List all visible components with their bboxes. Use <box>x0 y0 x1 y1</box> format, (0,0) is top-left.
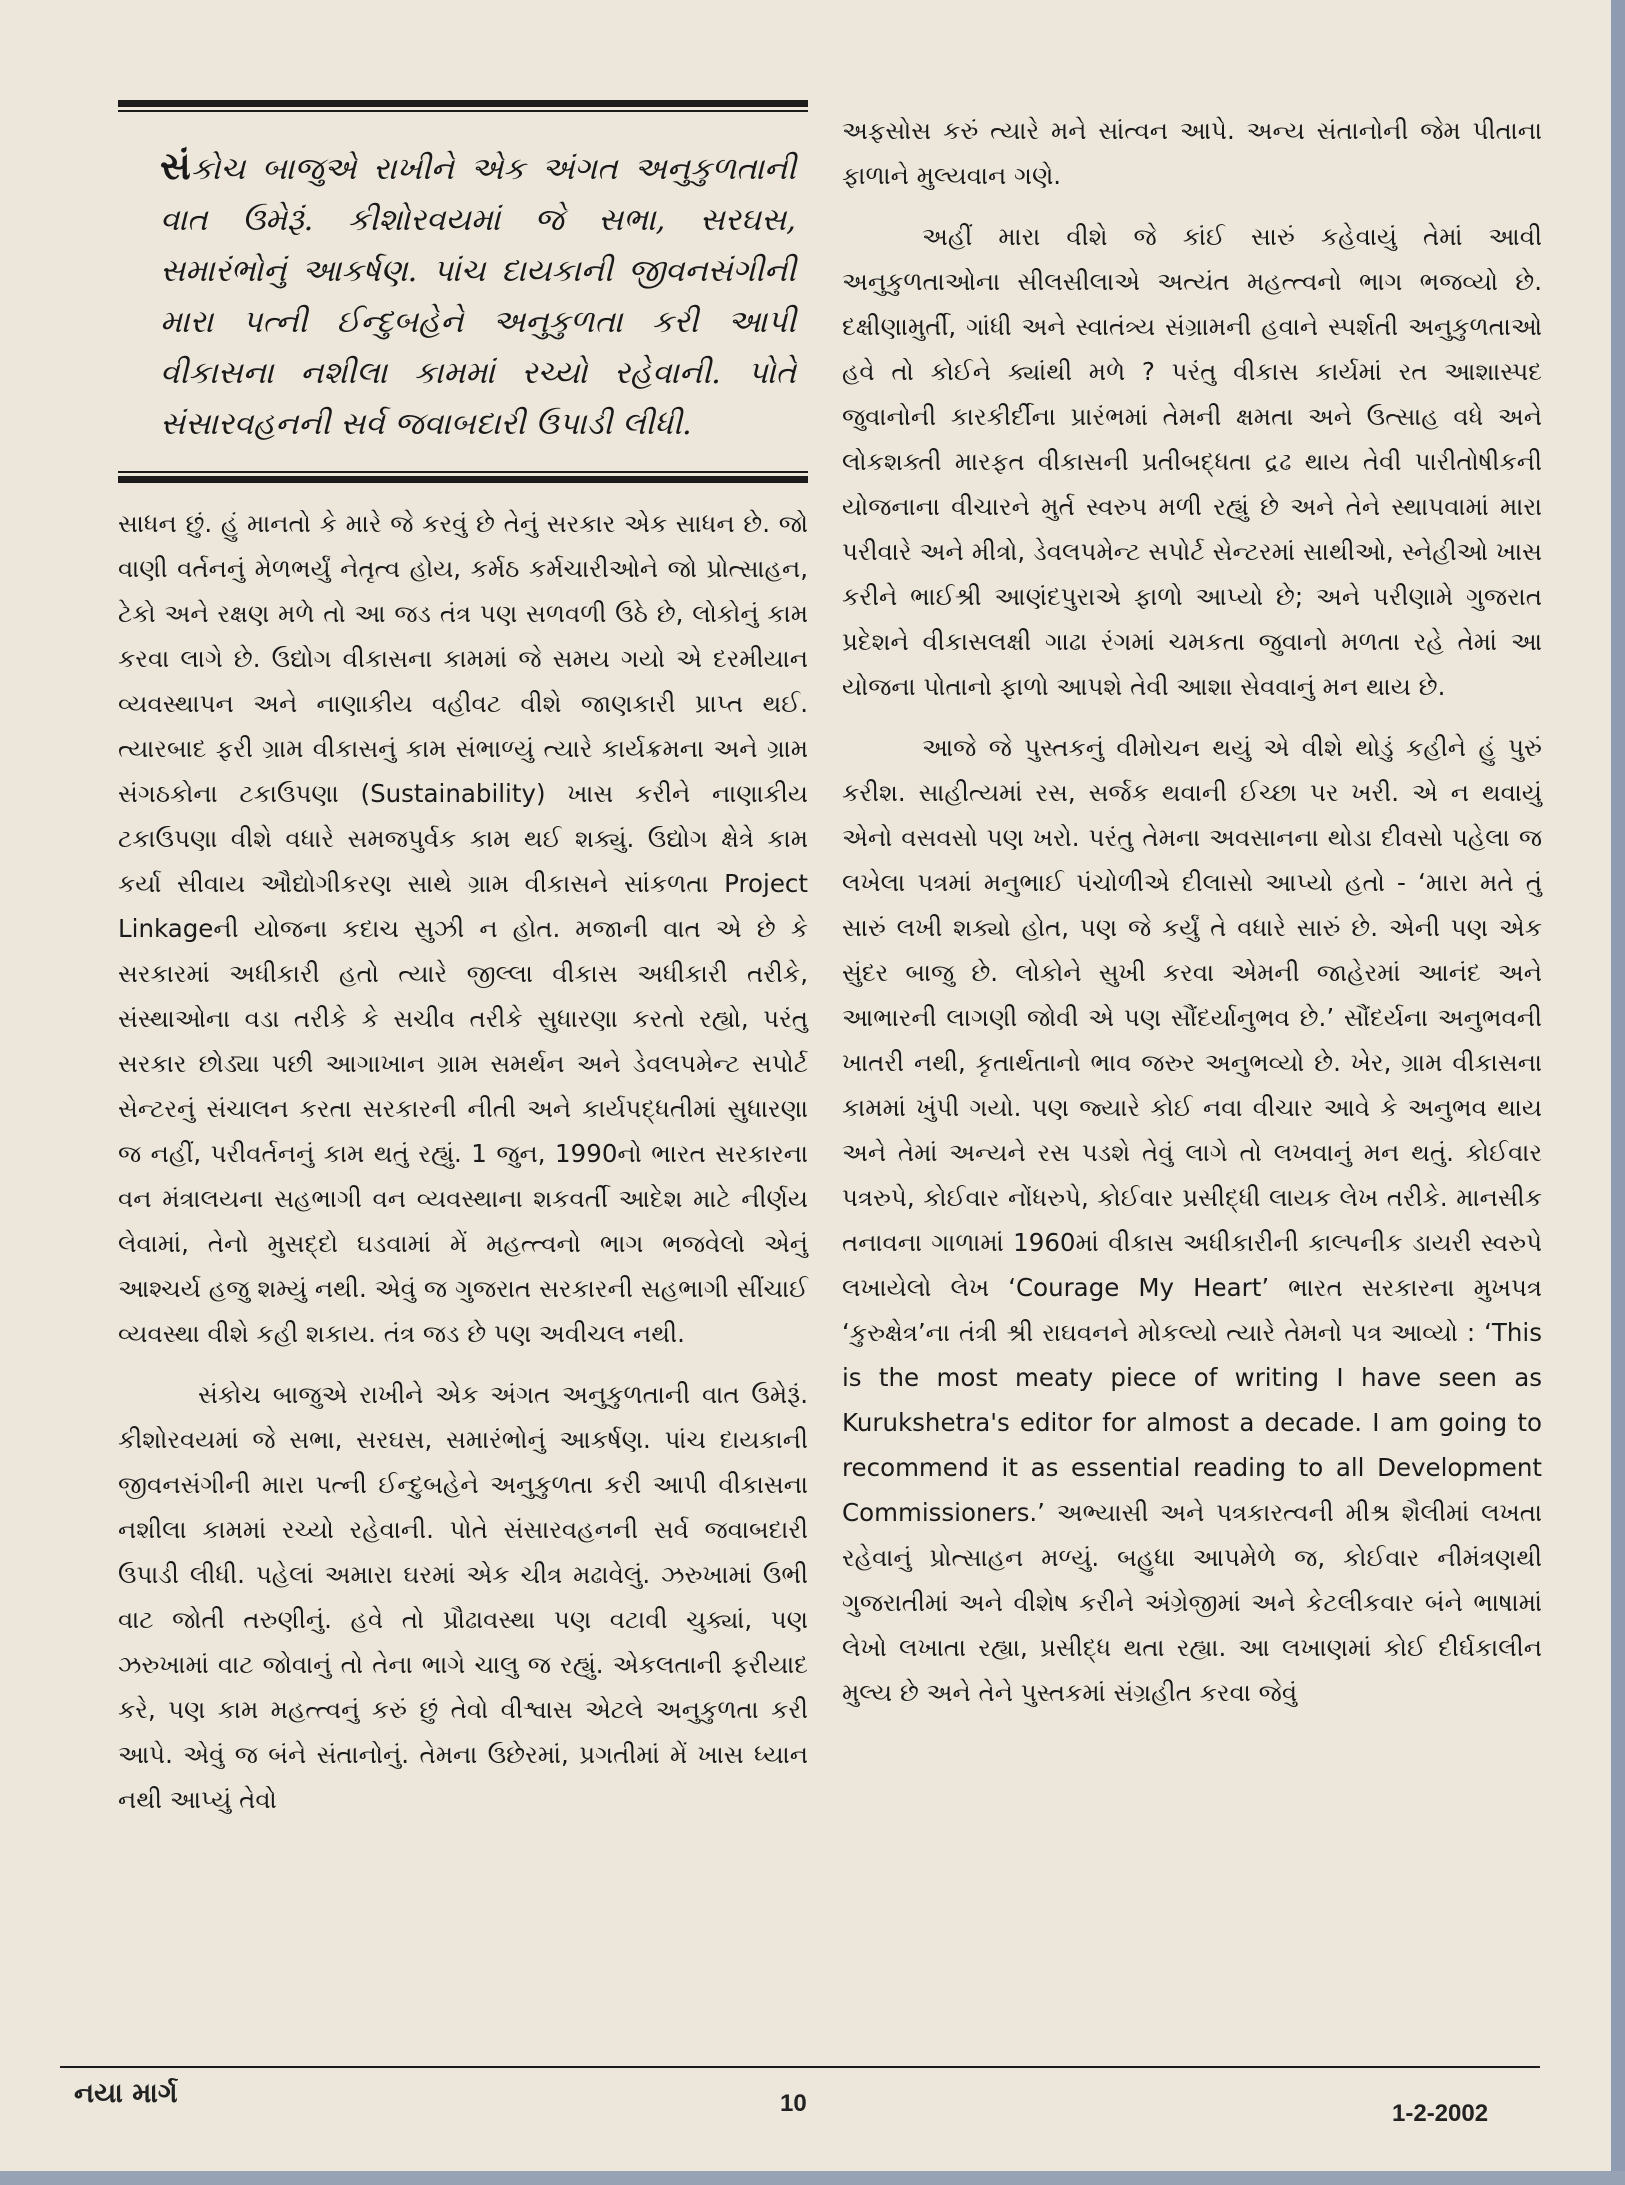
top-rule <box>118 100 808 107</box>
pull-quote-text: કોચ બાજુએ રાખીને એક અંગત અનુકુળતાની વાત ઉમેરૂં. કીશોરવયમાં જે સભા, સરઘસ, સમારંભોનું આકર્ષણ. પાંચ દાયકાની જીવનસંગીની મારા પત્ની ઈન્દુબહેને અનુકુળતા કરી આપી વીકાસના નશીલા કામમાં રચ્યો રહેવાની. પોતે સંસારવહનની સર્વ જવાબદારી ઉપાડી લીધી. <box>160 151 796 442</box>
issue-date: 1-2-2002 <box>1392 2100 1489 2127</box>
scan-edge-bottom <box>0 2171 1625 2185</box>
footer-rule <box>60 2066 1540 2068</box>
publication-name: નયા માર્ગ <box>74 2078 178 2109</box>
pull-quote-bottom-rule <box>118 476 808 483</box>
pull-quote-bottom-rule-thin <box>118 471 808 473</box>
left-paragraph-1: સાધન છું. હું માનતો કે મારે જે કરવું છે તેનું સરકાર એક સાધન છે. જો વાણી વર્તનનું મેળભર્યું નેતૃત્વ હોય, કર્મઠ કર્મચારીઓને જો પ્રોત્સાહન, ટેકો અને રક્ષણ મળે તો આ જડ તંત્ર પણ સળવળી ઉઠે છે, લોકોનું કામ કરવા લાગે છે. ઉદ્યોગ વીકાસના કામમાં જે સમય ગયો એ દરમીયાન વ્યવસ્થાપન અને નાણાકીય વહીવટ વીશે જાણકારી પ્રાપ્ત થઈ. ત્યારબાદ ફરી ગ્રામ વીકાસનું કામ સંભાળ્યું ત્યારે કાર્યક્રમના અને ગ્રામ સંગઠકોના ટકાઉપણા (Sustainability) ખાસ કરીને નાણાકીય ટકાઉપણા વીશે વધારે સમજપુર્વક કામ થઈ શક્યું. ઉદ્યોગ ક્ષેત્રે કામ કર્યા સીવાય ઔદ્યોગીકરણ સાથે ગ્રામ વીકાસને સાંકળતા Project Linkageની યોજના કદાચ સુઝી ન હોત. મજાની વાત એ છે કે સરકારમાં અધીકારી હતો ત્યારે જીલ્લા વીકાસ અધીકારી તરીકે, સંસ્થાઓના વડા તરીકે કે સચીવ તરીકે સુધારણા કરતો રહ્યો, પરંતુ સરકાર છોડ્યા પછી આગાખાન ગ્રામ સમર્થન અને ડેવલપમેન્ટ સપોર્ટ સેન્ટરનું સંચાલન કરતા સરકારની નીતી અને કાર્યપદ્ધતીમાં સુધારણા જ નહીં, પરીવર્તનનું કામ થતું રહ્યું. 1 જુન, 1990નો ભારત સરકારના વન મંત્રાલયના સહભાગી વન વ્યવસ્થાના શકવર્તી આદેશ માટે નીર્ણય લેવામાં, તેનો મુસદ્દો ઘડવામાં મેં મહત્ત્વનો ભાગ ભજવેલો એનું આશ્ચર્ય હજુ શમ્યું નથી. એવું જ ગુજરાત સરકારની સહભાગી સીંચાઈ વ્યવસ્થા વીશે કહી શકાય. તંત્ર જડ છે પણ અવીચલ નથી. <box>118 509 808 1348</box>
page-number: 10 <box>780 2090 807 2117</box>
scan-edge-right <box>1611 0 1625 2185</box>
pull-quote-drop-cap: સં <box>160 143 191 188</box>
right-paragraph-2: અહીં મારા વીશે જે કાંઈ સારું કહેવાયું તેમાં આવી અનુકુળતાઓના સીલસીલાએ અત્યંત મહત્ત્વનો ભાગ ભજવ્યો છે. દક્ષીણામુર્તી, ગાંધી અને સ્વાતંત્ર્ય સંગ્રામની હવાને સ્પર્શતી અનુકુળતાઓ હવે તો કોઈને ક્યાંથી મળે ? પરંતુ વીકાસ કાર્યમાં રત આશાસ્પદ જુવાનોની કારકીર્દીના પ્રારંભમાં તેમની ક્ષમતા અને ઉત્સાહ વધે અને લોકશક્તી મારફત વીકાસની પ્રતીબદ્ધતા દ્રઢ થાય તેવી પારીતોષીકની યોજનાના વીચારને મુર્ત સ્વરુપ મળી રહ્યું છે અને તેને સ્થાપવામાં મારા પરીવારે અને મીત્રો, ડેવલપમેન્ટ સપોર્ટ સેન્ટરમાં સાથીઓ, સ્નેહીઓ ખાસ કરીને ભાઈશ્રી આણંદપુરાએ ફાળો આપ્યો છે; અને પરીણામે ગુજરાત પ્રદેશને વીકાસલક્ષી ગાઢા રંગમાં ચમકતા જુવાનો મળતા રહે તેમાં આ યોજના પોતાનો ફાળો આપશે તેવી આશા સેવવાનું મન થાય છે. <box>842 222 1542 701</box>
right-paragraph-1: અફસોસ કરું ત્યારે મને સાંત્વન આપે. અન્ય સંતાનોની જેમ પીતાના ફાળાને મુલ્યવાન ગણે. <box>842 116 1542 190</box>
right-paragraph-3: આજે જે પુસ્તકનું વીમોચન થયું એ વીશે થોડું કહીને હું પુરું કરીશ. સાહીત્યમાં રસ, સર્જક થવાની ઈચ્છા પર ખરી. એ ન થવાયું એનો વસવસો પણ ખરો. પરંતુ તેમના અવસાનના થોડા દીવસો પહેલા જ લખેલા પત્રમાં મનુભાઈ પંચોળીએ દીલાસો આપ્યો હતો - ‘મારા મતે તું સારું લખી શક્યો હોત, પણ જે કર્યું તે વધારે સારું છે. એની પણ એક સુંદર બાજુ છે. લોકોને સુખી કરવા એમની જાહેરમાં આનંદ અને આભારની લાગણી જોવી એ પણ સૌંદર્યાનુભવ છે.’ સૌંદર્યના અનુભવની ખાતરી નથી, કૃતાર્થતાનો ભાવ જરુર અનુભવ્યો છે. ખેર, ગ્રામ વીકાસના કામમાં ખુંપી ગયો. પણ જ્યારે કોઈ નવા વીચાર આવે કે અનુભવ થાય અને તેમાં અન્યને રસ પડશે તેવું લાગે તો લખવાનું મન થતું. કોઈવાર પત્રરુપે, કોઈવાર નોંધરુપે, કોઈવાર પ્રસીદ્ધી લાયક લેખ તરીકે. માનસીક તનાવના ગાળામાં 1960માં વીકાસ અધીકારીની કાલ્પનીક ડાયરી સ્વરુપે લખાયેલો લેખ ‘Courage My Heart’ ભારત સરકારના મુખપત્ર ‘કુરુક્ષેત્ર’ના તંત્રી શ્રી રાઘવનને મોકલ્યો ત્યારે તેમનો પત્ર આવ્યો : ‘This is the most meaty piece of writing I have seen as Kurukshetra's editor for almost a decade. I am going to recommend it as essential reading to all Development Commissioners.’ અભ્યાસી અને પત્રકારત્વની મીશ્ર શૈલીમાં લખતા રહેવાનું પ્રોત્સાહન મળ્યું. બહુધા આપમેળે જ, કોઈવાર નીમંત્રણથી ગુજરાતીમાં અને વીશેષ કરીને અંગ્રેજીમાં અને કેટલીકવાર બંને ભાષામાં લેખો લખાતા રહ્યા, પ્રસીદ્ધ થતા રહ્યા. આ લખાણમાં કોઈ દીર્ઘકાલીન મુલ્ય છે અને તેને પુસ્તકમાં સંગ્રહીત કરવા જેવું <box>842 733 1542 1707</box>
right-body-text <box>842 108 1542 1715</box>
left-column <box>118 100 808 1822</box>
left-body-text <box>118 501 808 1822</box>
left-paragraph-2: સંકોચ બાજુએ રાખીને એક અંગત અનુકુળતાની વાત ઉમેરૂં. કીશોરવયમાં જે સભા, સરઘસ, સમારંભોનું આકર્ષણ. પાંચ દાયકાની જીવનસંગીની મારા પત્ની ઈન્દુબહેને અનુકુળતા કરી આપી વીકાસના નશીલા કામમાં રચ્યો રહેવાની. પોતે સંસારવહનની સર્વ જવાબદારી ઉપાડી લીધી. પહેલાં અમારા ઘરમાં એક ચીત્ર મઢાવેલું. ઝરુખામાં ઉભી વાટ જોતી તરુણીનું. હવે તો પ્રૌઢાવસ્થા પણ વટાવી ચુક્યાં, પણ ઝરુખામાં વાટ જોવાનું તો તેના ભાગે ચાલુ જ રહ્યું. એકલતાની ફરીયાદ કરે, પણ કામ મહત્ત્વનું કરું છું તેવો વીશ્વાસ એટલે અનુકુળતા કરી આપે. એવું જ બંને સંતાનોનું. તેમના ઉછેરમાં, પ્રગતીમાં મેં ખાસ ધ્યાન નથી આપ્યું તેવો <box>118 1380 808 1814</box>
right-column <box>842 108 1542 1715</box>
pull-quote <box>118 112 808 468</box>
